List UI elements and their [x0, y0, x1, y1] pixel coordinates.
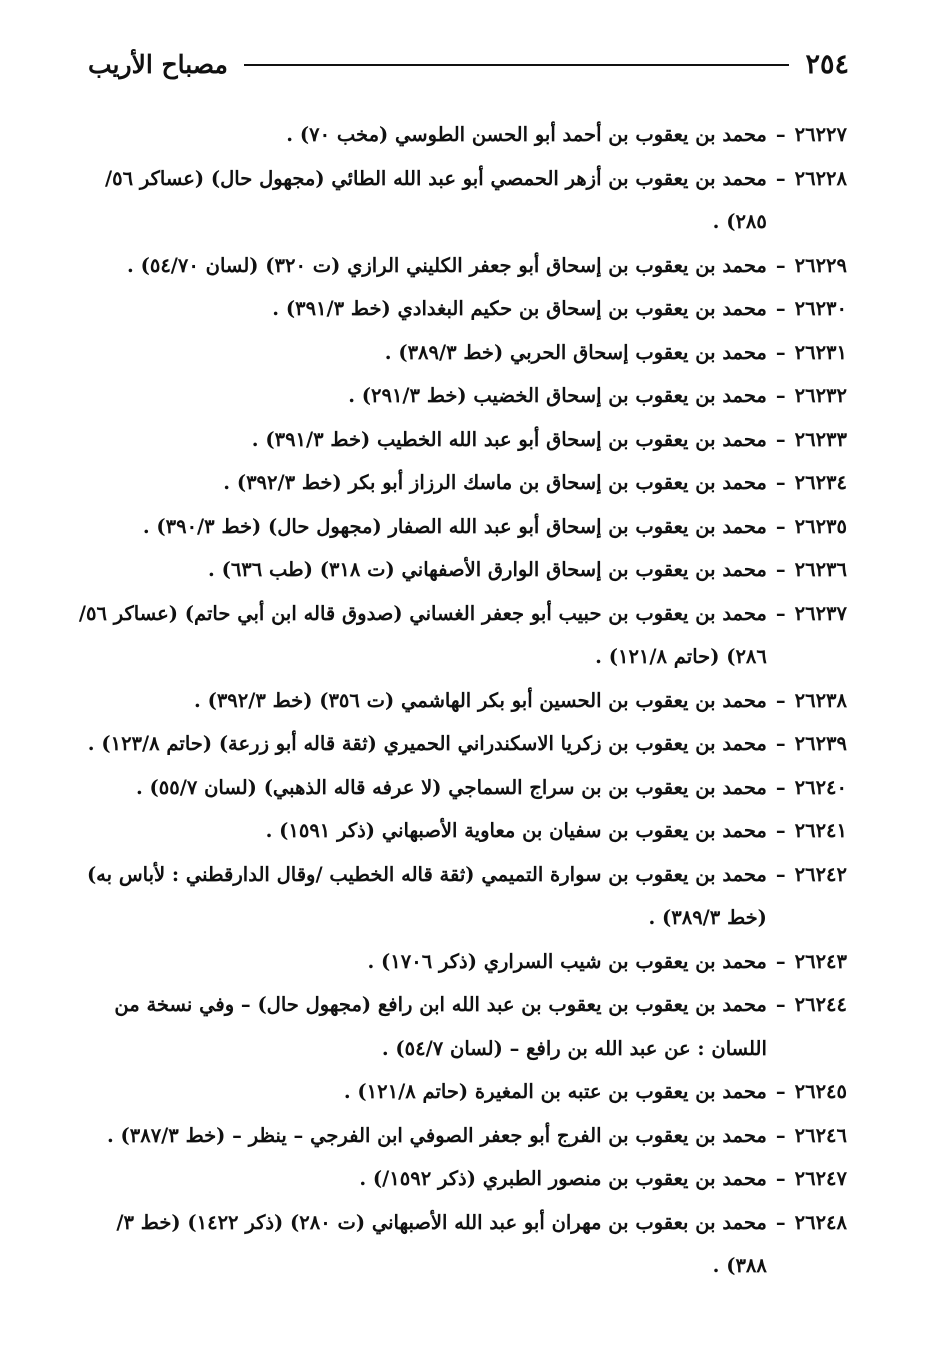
entry-number: ٢٦٢٣٢	[794, 384, 847, 407]
entry-text: محمد بن يعقوب بن إسحاق أبو عبد الله الخطيب (خط ٣٩١/٣) .	[251, 427, 767, 451]
list-item	[70, 940, 847, 984]
entry-number: ٢٦٢٣٥	[794, 514, 847, 538]
list-item	[70, 287, 847, 331]
list-item	[70, 853, 847, 940]
entry-text: محمد بن يعقوب بن إسحاق أبو جعفر الكليني الرازي (ت ٣٢٠) (لسان ٥٤/٧٠) .	[127, 253, 767, 277]
entry-number: ٢٦٢٤٧	[794, 1167, 847, 1190]
entry-separator: –	[775, 1080, 786, 1103]
book-title: مصباح الأريب	[88, 49, 228, 79]
entry-separator: –	[775, 1167, 786, 1190]
list-item	[70, 983, 847, 1070]
list-item	[70, 418, 847, 462]
entry-text: محمد بن يعقوب بن أزهر الحمصي أبو عبد الله الطائي (مجهول حال) (عساكر ٥٦/ ٢٨٥) .	[105, 166, 767, 233]
entry-text: محمد بن يعقوب بن حبيب أبو جعفر الغساني (صدوق قاله ابن أبي حاتم) (عساكر ٥٦/ ٢٨٦) (حاتم ١٢١/٨) .	[78, 601, 767, 668]
entry-text: محمد بن يعقوب بن إسحاق الوارق الأصفهاني (ت ٣١٨) (طب ٦٣٦) .	[208, 558, 767, 581]
entry-separator: –	[775, 427, 786, 451]
list-item	[70, 1201, 847, 1288]
entry-number: ٢٦٢٣٣	[794, 427, 847, 451]
entry-separator: –	[775, 601, 786, 625]
entry-number: ٢٦٢٢٧	[794, 123, 847, 146]
entry-text: محمد بن يعقوب بن إسحاق أبو عبد الله الصفار (مجهول حال) (خط ٣٩٠/٣) .	[142, 514, 767, 538]
entry-separator: –	[775, 471, 786, 494]
entry-text: محمد بن يعقوب بن إسحاق الخضيب (خط ٢٩١/٣) .	[348, 384, 767, 407]
entry-separator: –	[775, 340, 786, 364]
entry-text: محمد بن يعقوب بن إسحاق بن ماسك الرزاز أبو بكر (خط ٣٩٢/٣) .	[223, 471, 767, 494]
entry-text: محمد بن يعقوب بن الحسين أبو بكر الهاشمي (ت ٣٥٦) (خط ٣٩٢/٣) .	[194, 688, 767, 712]
entry-text: محمد بن يعقوب بن يعقوب بن عبد الله ابن رافع (مجهول حال) – وفي نسخة من اللسان : عن عبد الله بن رافع – (لسان ٥٤/٧) .	[114, 993, 767, 1060]
entry-separator: –	[775, 123, 786, 146]
entry-text: محمد بن يعقوب بن سفيان بن معاوية الأصبهاني (ذكر ١٥٩١) .	[265, 819, 767, 842]
entry-number: ٢٦٢٣٩	[794, 732, 847, 755]
list-item	[70, 157, 847, 244]
entry-number: ٢٦٢٤٦	[794, 1123, 847, 1147]
entry-list	[70, 113, 847, 1288]
entry-number: ٢٦٢٤٥	[794, 1080, 847, 1103]
list-item	[70, 244, 847, 288]
entry-text: محمد بن يعقوب بن شيب السراري (ذكر ١٧٠٦) .	[367, 949, 767, 973]
list-item	[70, 679, 847, 723]
entry-number: ٢٦٢٤٤	[794, 993, 847, 1016]
list-item	[70, 505, 847, 549]
entry-separator: –	[775, 819, 786, 842]
entry-separator: –	[775, 253, 786, 277]
entry-separator: –	[775, 384, 786, 407]
list-item	[70, 461, 847, 505]
entry-text: محمد بن يعقوب بن الفرج أبو جعفر الصوفي ابن الفرجي – ينظر – (خط ٣٨٧/٣) .	[106, 1123, 767, 1147]
entry-number: ٢٦٢٣٤	[794, 471, 847, 494]
entry-separator: –	[775, 297, 786, 320]
page-number: ٢٥٤	[805, 48, 849, 80]
entry-number: ٢٦٢٤٢	[794, 862, 847, 886]
entry-text: محمد بن يعقوب بن سوارة التميمي (ثقة قاله الخطيب /وقال الدارقطني : لأباس به) (خط ٣٨٩/٣) .	[86, 862, 767, 929]
entry-separator: –	[775, 558, 786, 581]
entry-separator: –	[775, 1123, 786, 1147]
entry-separator: –	[775, 166, 786, 190]
list-item	[70, 592, 847, 679]
entry-text: محمد بن يعقوب بن أحمد أبو الحسن الطوسي (مخب ٧٠) .	[286, 123, 767, 146]
list-item	[70, 1157, 847, 1201]
entry-text: محمد بن يعقوب بن بن سراج السماجي (لا عرفه قاله الذهبي) (لسان ٥٥/٧) .	[135, 775, 767, 799]
entry-number: ٢٦٢٢٨	[794, 166, 847, 190]
entry-number: ٢٦٢٣٨	[794, 688, 847, 712]
list-item	[70, 766, 847, 810]
entry-separator: –	[775, 732, 786, 755]
list-item	[70, 809, 847, 853]
entry-number: ٢٦٢٣٦	[794, 558, 847, 581]
list-item	[70, 331, 847, 375]
page-header	[88, 44, 849, 84]
entry-text: محمد بن يعقوب بن زكريا الاسكندراني الحميري (ثقة قاله أبو زرعة) (حاتم ١٢٣/٨) .	[87, 732, 767, 755]
list-item	[70, 1114, 847, 1158]
entry-number: ٢٦٢٤١	[794, 819, 847, 842]
entry-separator: –	[775, 949, 786, 973]
entry-number: ٢٦٢٣٠	[794, 297, 847, 320]
entry-separator: –	[775, 1210, 786, 1234]
entry-number: ٢٦٢٣١	[794, 340, 847, 364]
entry-separator: –	[775, 862, 786, 886]
entry-separator: –	[775, 514, 786, 538]
entry-number: ٢٦٢٣٧	[794, 601, 847, 625]
entry-text: محمد بن يعقوب بن عتبه بن المغيرة (حاتم ١٢١/٨) .	[343, 1080, 767, 1103]
list-item	[70, 548, 847, 592]
header-rule	[244, 64, 790, 66]
entry-number: ٢٦٢٤٠	[794, 775, 847, 799]
entry-text: محمد بن يعقوب إسحاق الحربي (خط ٣٨٩/٣) .	[384, 340, 767, 364]
entry-number: ٢٦٢٢٩	[794, 253, 847, 277]
entry-number: ٢٦٢٤٣	[794, 949, 847, 973]
entry-separator: –	[775, 993, 786, 1016]
list-item	[70, 722, 847, 766]
list-item	[70, 374, 847, 418]
list-item	[70, 113, 847, 157]
entry-separator: –	[775, 688, 786, 712]
list-item	[70, 1070, 847, 1114]
entry-separator: –	[775, 775, 786, 799]
entry-text: محمد بن يعقوب بن منصور الطبري (ذكر ١٥٩٢/) .	[359, 1167, 767, 1190]
entry-text: محمد بن يعقوب بن إسحاق بن حكيم البغدادي (خط ٣٩١/٣) .	[272, 297, 767, 320]
entry-number: ٢٦٢٤٨	[794, 1210, 847, 1234]
entry-text: محمد بن بعقوب بن مهران أبو عبد الله الأصبهاني (ت ٢٨٠) (ذكر ١٤٢٢) (خط ٣/ ٣٨٨) .	[116, 1210, 767, 1277]
